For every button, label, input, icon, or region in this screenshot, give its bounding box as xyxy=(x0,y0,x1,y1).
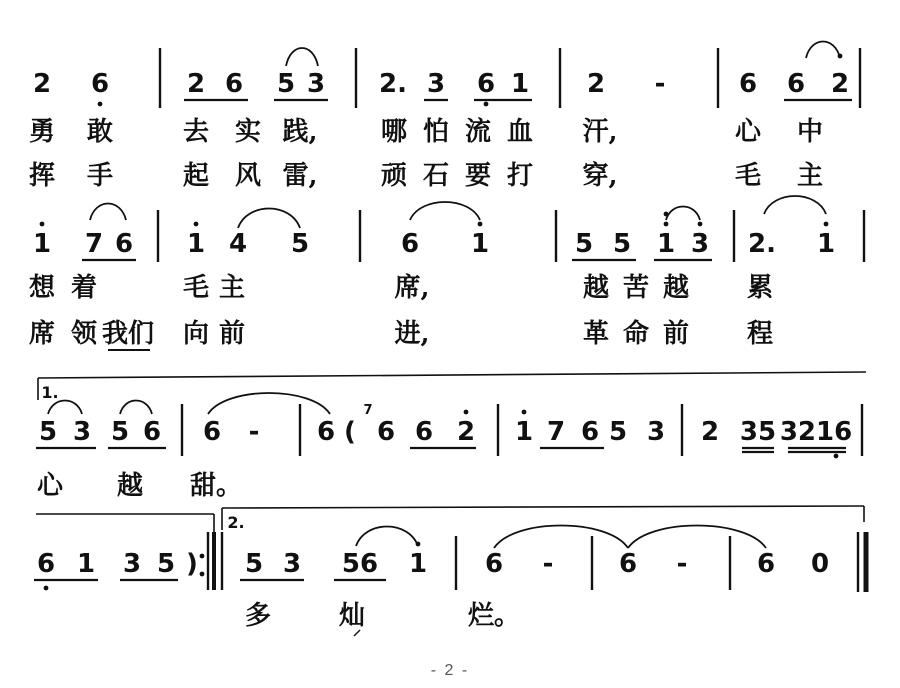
lyric-verse1: 心 xyxy=(734,117,762,147)
note: 6 xyxy=(400,229,420,259)
note: 7 xyxy=(546,417,566,447)
slur xyxy=(208,393,330,414)
note: 3 xyxy=(306,69,326,99)
note: 6 xyxy=(618,549,638,579)
lyric-verse1: 着 xyxy=(70,273,98,303)
low-octave-dot xyxy=(44,586,49,591)
slur xyxy=(120,401,152,415)
high-octave-dot xyxy=(194,222,199,227)
lyric: 多 xyxy=(244,601,272,631)
note: 6 xyxy=(114,229,134,259)
lyric-verse2: 主 xyxy=(796,161,824,191)
high-octave-dot xyxy=(698,222,703,227)
note: 1 xyxy=(816,229,836,259)
note: 6 xyxy=(756,549,776,579)
note: 1 xyxy=(186,229,206,259)
note: 6 xyxy=(202,417,222,447)
lyric-verse1: 怕 xyxy=(422,117,450,147)
note: - xyxy=(542,549,554,579)
note: 2 xyxy=(32,69,52,99)
grace-note: 7 xyxy=(363,403,373,418)
note: 5 xyxy=(244,549,264,579)
low-octave-dot xyxy=(484,102,489,107)
high-octave-dot xyxy=(664,222,669,227)
lyric-verse2: 前 xyxy=(218,319,246,349)
note: ) xyxy=(186,549,198,579)
note: 4 xyxy=(228,229,248,259)
lyric-verse2: 命 xyxy=(622,319,650,349)
note: 5 xyxy=(276,69,296,99)
lyric-verse2: 雷, xyxy=(282,161,318,191)
lyric: 越 xyxy=(116,471,144,501)
slur xyxy=(666,207,700,221)
note: ( xyxy=(344,417,356,447)
lyric-verse2: 前 xyxy=(662,319,690,349)
note: 1 xyxy=(656,229,676,259)
lyric-verse1: 越 xyxy=(582,273,610,303)
note: 6 xyxy=(36,549,56,579)
note: 3 xyxy=(690,229,710,259)
volta-number: 1. xyxy=(41,383,59,402)
lyric-verse2: 毛 xyxy=(734,161,762,191)
high-octave-dot xyxy=(522,410,527,415)
slur xyxy=(90,204,126,221)
volta-bracket xyxy=(222,506,864,508)
note: 2 xyxy=(456,417,476,447)
note: 3 xyxy=(646,417,666,447)
note: 6 xyxy=(786,69,806,99)
lyric-verse1: 汗, xyxy=(582,117,618,147)
note: 5 xyxy=(290,229,310,259)
slur xyxy=(286,48,318,66)
lyric: 甜。 xyxy=(189,471,243,501)
lyric-verse2: 革 xyxy=(582,319,610,349)
lyric-verse2: 席 xyxy=(28,319,56,349)
lyric-verse2: 进, xyxy=(394,319,430,349)
lyric: 烂。 xyxy=(467,601,521,631)
slur xyxy=(48,401,82,415)
note: - xyxy=(676,549,688,579)
lyric-verse1: 主 xyxy=(218,273,246,303)
lyric: 灿 xyxy=(338,601,366,631)
volta-bracket xyxy=(38,372,866,378)
lyric-verse2: 程 xyxy=(746,319,774,349)
note: 1 xyxy=(470,229,490,259)
note: 2 xyxy=(700,417,720,447)
lyric-verse1: 越 xyxy=(662,273,690,303)
lyric-verse1: 想 xyxy=(28,273,56,303)
note: 1 xyxy=(76,549,96,579)
note: 2 xyxy=(186,69,206,99)
note: 1 xyxy=(510,69,530,99)
lyric-verse1: 实 xyxy=(234,117,262,147)
lyric-verse1: 勇 xyxy=(28,117,56,147)
slur xyxy=(806,42,840,59)
slur xyxy=(764,196,826,214)
note: 5 xyxy=(156,549,176,579)
note: 7 xyxy=(84,229,104,259)
note: 2 xyxy=(586,69,606,99)
note: 56 xyxy=(341,549,379,579)
note: 6 xyxy=(414,417,434,447)
note: 6 xyxy=(376,417,396,447)
volta-number: 2. xyxy=(227,513,245,532)
low-octave-dot xyxy=(834,454,839,459)
note: 35 xyxy=(739,417,777,447)
low-octave-dot xyxy=(98,102,103,107)
note: 5 xyxy=(38,417,58,447)
lyric-verse2: 起 xyxy=(182,161,210,191)
lyric-verse1: 席, xyxy=(394,273,430,303)
high-octave-dot xyxy=(40,222,45,227)
high-octave-dot xyxy=(478,222,483,227)
repeat-dot xyxy=(200,554,205,559)
lyric-verse2: 打 xyxy=(506,161,534,191)
note: 6 xyxy=(142,417,162,447)
high-octave-dot xyxy=(464,410,469,415)
lyric-verse1: 血 xyxy=(506,117,534,147)
lyric-verse2: 领 xyxy=(70,319,98,349)
note: 6 xyxy=(90,69,110,99)
note: - xyxy=(654,69,666,99)
note: 2. xyxy=(379,69,407,99)
note: 1 xyxy=(514,417,534,447)
lyric-verse1: 敢 xyxy=(86,117,114,147)
note: 6 xyxy=(484,549,504,579)
lyric-verse2: 顽 xyxy=(380,161,408,191)
lyric-verse2: 要 xyxy=(464,161,492,191)
lyric-verse2: 手 xyxy=(86,161,114,191)
lyric: 心 xyxy=(36,471,64,501)
note: 1 xyxy=(32,229,52,259)
slur xyxy=(494,526,628,549)
lyric-verse1: 累 xyxy=(746,273,774,303)
slur xyxy=(238,209,300,229)
lyric-verse1: 流 xyxy=(464,117,492,147)
note: 5 xyxy=(608,417,628,447)
note: 5 xyxy=(110,417,130,447)
note: 6 xyxy=(738,69,758,99)
note: 5 xyxy=(612,229,632,259)
lyric-verse2: 穿, xyxy=(582,161,618,191)
notation-layer xyxy=(29,42,866,637)
note: 5 xyxy=(574,229,594,259)
lyric-verse2: 挥 xyxy=(28,161,56,191)
note: 2. xyxy=(748,229,776,259)
lyric-verse2: 风 xyxy=(234,161,262,191)
note: 2 xyxy=(830,69,850,99)
lyric-verse1: 哪 xyxy=(380,117,408,147)
note: - xyxy=(248,417,260,447)
slur xyxy=(356,527,418,547)
note: 6 xyxy=(476,69,496,99)
lyric-verse2: 我们 xyxy=(101,319,155,349)
lyric-verse1: 践, xyxy=(282,117,318,147)
lyric-verse1: 苦 xyxy=(622,273,650,303)
note: 3 xyxy=(72,417,92,447)
note: 0 xyxy=(810,549,830,579)
repeat-dot xyxy=(200,572,205,577)
note: 6 xyxy=(224,69,244,99)
note: 3 xyxy=(282,549,302,579)
slur xyxy=(628,526,766,549)
note: 1 xyxy=(408,549,428,579)
note: 3 xyxy=(426,69,446,99)
page-number: - 2 - xyxy=(430,662,470,679)
lyric-verse1: 毛 xyxy=(182,273,210,303)
high-octave-dot xyxy=(824,222,829,227)
note: 6 xyxy=(580,417,600,447)
lyric-verse2: 向 xyxy=(182,319,210,349)
note: 3 xyxy=(122,549,142,579)
lyric-verse1: 中 xyxy=(796,117,824,147)
lyric-verse1: 去 xyxy=(182,117,210,147)
note: 3216 xyxy=(779,417,853,447)
note: 6 xyxy=(316,417,336,447)
slur xyxy=(410,202,480,220)
lyric-verse2: 石 xyxy=(422,161,450,191)
